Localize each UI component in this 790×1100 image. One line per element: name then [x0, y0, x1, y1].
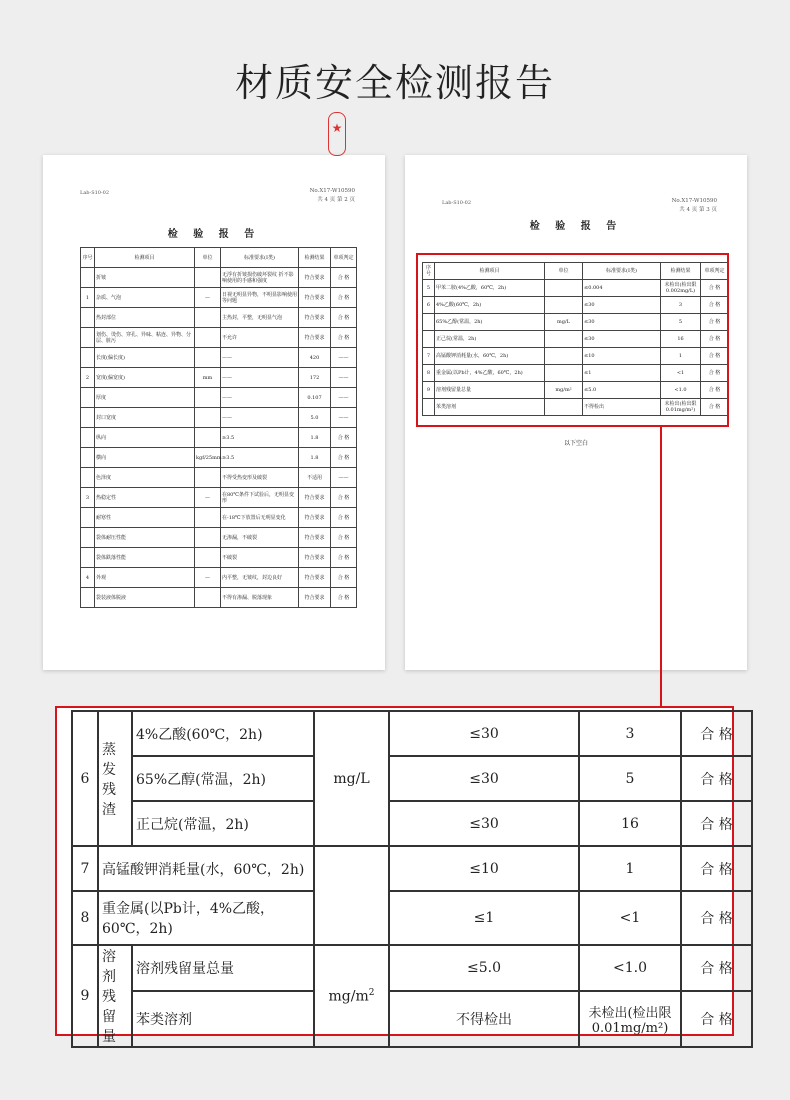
- table-cell: 6: [423, 297, 435, 314]
- column-header: 单位: [545, 263, 583, 280]
- table-cell: 不适用: [299, 468, 331, 488]
- table-cell: [195, 508, 221, 528]
- column-header: 标准要求(Ⅰ类): [583, 263, 661, 280]
- table-cell: ——: [221, 368, 299, 388]
- table-cell: 1: [81, 288, 95, 308]
- standard-value: ≤1: [389, 891, 579, 945]
- table-cell: 2: [81, 368, 95, 388]
- table-row: [81, 488, 357, 508]
- table-cell: 1.8: [299, 428, 331, 448]
- table-cell: 符合要求: [299, 548, 331, 568]
- table-cell: [195, 408, 221, 428]
- table-cell: ——: [221, 408, 299, 428]
- table-cell: 长度(偏长度): [95, 348, 195, 368]
- table-row: [81, 568, 357, 588]
- table-cell: 符合要求: [299, 528, 331, 548]
- table-cell: ——: [331, 468, 357, 488]
- table-cell: [81, 508, 95, 528]
- table-cell: 不得受热变形及破裂: [221, 468, 299, 488]
- table-cell: mg/m²: [545, 382, 583, 399]
- table-cell: 不破裂: [221, 548, 299, 568]
- item-name: 65%乙醇(常温，2h): [132, 756, 314, 801]
- table-row: [72, 991, 752, 1047]
- table-cell: [81, 328, 95, 348]
- highlight-box: [416, 253, 729, 427]
- table-cell: ≤0.004: [583, 280, 661, 297]
- table-cell: 合 格: [331, 588, 357, 608]
- inspection-table-left: [80, 247, 357, 608]
- page-title: 材质安全检测报告: [234, 61, 555, 105]
- report-title: 检 验 报 告: [529, 221, 623, 232]
- table-row: [81, 428, 357, 448]
- table-cell: ——: [331, 388, 357, 408]
- table-cell: [81, 308, 95, 328]
- column-header: 单项判定: [331, 248, 357, 268]
- table-cell: 合 格: [331, 568, 357, 588]
- table-row: [72, 945, 752, 991]
- report-number-block: [310, 187, 355, 205]
- table-cell: 合 格: [701, 399, 729, 416]
- standard-value: ≤5.0: [389, 945, 579, 991]
- table-cell: 袋体耐压性能: [95, 528, 195, 548]
- table-cell: 主热封，平整，无明显气泡: [221, 308, 299, 328]
- standard-value: ≤30: [389, 756, 579, 801]
- result-value: 5: [579, 756, 681, 801]
- standard-value: ≤30: [389, 801, 579, 846]
- column-header: 单位: [195, 248, 221, 268]
- table-cell: 符合要求: [299, 488, 331, 508]
- table-cell: 合 格: [331, 328, 357, 348]
- table-cell: 袋体跌落性能: [95, 548, 195, 568]
- table-cell: 色泽度: [95, 468, 195, 488]
- table-cell: 合 格: [331, 548, 357, 568]
- unit-text: mg/m: [328, 988, 369, 1005]
- table-cell: 符合要求: [299, 568, 331, 588]
- verdict: 合 格: [681, 945, 752, 991]
- table-cell: 合 格: [701, 365, 729, 382]
- stamp-star-icon: ★: [331, 121, 343, 135]
- verdict: 合 格: [681, 711, 752, 756]
- table-row: [81, 268, 357, 288]
- table-cell: 0.107: [299, 388, 331, 408]
- table-cell: 420: [299, 348, 331, 368]
- group-label: 溶剂残留量: [98, 945, 132, 1047]
- table-cell: [81, 548, 95, 568]
- row-number: 9: [72, 945, 98, 1047]
- column-header: 检测项目: [435, 263, 545, 280]
- item-name: 高锰酸钾消耗量(水，60℃，2h): [98, 846, 314, 891]
- table-cell: mg/L: [545, 314, 583, 331]
- table-cell: ≤30: [583, 314, 661, 331]
- unit-cell: [314, 891, 389, 945]
- item-name: 重金属(以Pb计，4%乙酸，60℃，2h): [98, 891, 314, 945]
- table-row: [81, 588, 357, 608]
- report-title: 检 验 报 告: [167, 229, 261, 240]
- table-row: [81, 288, 357, 308]
- table-row: [81, 528, 357, 548]
- table-cell: 5: [661, 314, 701, 331]
- standard-value: ≤30: [389, 711, 579, 756]
- report-number: No.X17-W10590: [309, 188, 355, 194]
- table-row: [81, 508, 357, 528]
- table-cell: ≥3.5: [221, 448, 299, 468]
- result-value: 3: [579, 711, 681, 756]
- table-cell: [195, 548, 221, 568]
- table-cell: 无渗漏，不破裂: [221, 528, 299, 548]
- table-cell: 8: [423, 365, 435, 382]
- table-cell: 合 格: [701, 314, 729, 331]
- row-number: 7: [72, 846, 98, 891]
- table-cell: [81, 428, 95, 448]
- table-cell: ——: [331, 348, 357, 368]
- table-cell: —: [195, 568, 221, 588]
- table-cell: [81, 408, 95, 428]
- table-row: [81, 328, 357, 348]
- table-cell: 袋装液体脱液: [95, 588, 195, 608]
- table-row: [81, 468, 357, 488]
- table-cell: 符合要求: [299, 268, 331, 288]
- table-cell: 符合要求: [299, 308, 331, 328]
- standard-value: 不得检出: [389, 991, 579, 1047]
- table-row: [72, 846, 752, 891]
- table-cell: 未检出(检出限0.01mg/m²): [661, 399, 701, 416]
- table-cell: 正己烷(常温，2h): [435, 331, 545, 348]
- table-cell: 甲苯二胺(4%乙酸，60℃，2h): [435, 280, 545, 297]
- table-cell: 耐寒性: [95, 508, 195, 528]
- table-cell: —: [195, 488, 221, 508]
- table-cell: 4%乙酸(60℃，2h): [435, 297, 545, 314]
- table-cell: [81, 388, 95, 408]
- table-cell: 符合要求: [299, 288, 331, 308]
- table-cell: 苯类溶剂: [435, 399, 545, 416]
- highlight-connector: [660, 427, 662, 707]
- table-cell: 内平整，无皱纹，封边良好: [221, 568, 299, 588]
- result-value: <1: [579, 891, 681, 945]
- table-cell: 合 格: [331, 448, 357, 468]
- unit-cell: [314, 846, 389, 891]
- table-cell: 16: [661, 331, 701, 348]
- table-cell: ——: [331, 368, 357, 388]
- table-cell: 不允许: [221, 328, 299, 348]
- table-cell: mm: [195, 368, 221, 388]
- table-cell: —: [195, 288, 221, 308]
- item-name: 正己烷(常温，2h): [132, 801, 314, 846]
- table-row: [81, 348, 357, 368]
- table-cell: [195, 528, 221, 548]
- table-row: [81, 408, 357, 428]
- result-value: <1.0: [579, 945, 681, 991]
- table-cell: 1.8: [299, 448, 331, 468]
- item-name: 溶剂残留量总量: [132, 945, 314, 991]
- table-cell: <1: [661, 365, 701, 382]
- zoomed-table-panel: [55, 706, 734, 1045]
- table-cell: <1.0: [661, 382, 701, 399]
- table-cell: 合 格: [331, 268, 357, 288]
- page-info: 共 4 页 第 2 页: [317, 197, 355, 203]
- table-row: [72, 891, 752, 945]
- page-info: 共 4 页 第 3 页: [679, 207, 717, 213]
- table-cell: 封口宽度: [95, 408, 195, 428]
- group-label: 蒸发残渣: [98, 711, 132, 846]
- table-cell: 3: [81, 488, 95, 508]
- table-cell: [195, 428, 221, 448]
- table-cell: 纵向: [95, 428, 195, 448]
- report-number: No.X17-W10590: [671, 198, 717, 204]
- table-cell: 合 格: [701, 382, 729, 399]
- table-cell: ≤30: [583, 297, 661, 314]
- table-row: [81, 368, 357, 388]
- table-row: [81, 448, 357, 468]
- table-cell: [81, 448, 95, 468]
- table-cell: [81, 588, 95, 608]
- item-name: 4%乙酸(60℃，2h): [132, 711, 314, 756]
- table-cell: 合 格: [701, 297, 729, 314]
- row-number: 8: [72, 891, 98, 945]
- column-header: 序号: [81, 248, 95, 268]
- table-cell: [195, 468, 221, 488]
- column-header: 单项判定: [701, 263, 729, 280]
- lab-code: Lab-S10-02: [80, 190, 110, 196]
- table-cell: 不得检出: [583, 399, 661, 416]
- table-cell: ≤5.0: [583, 382, 661, 399]
- table-row: [81, 388, 357, 408]
- table-cell: 合 格: [701, 331, 729, 348]
- table-cell: 在-18℃下放置后无明显变化: [221, 508, 299, 528]
- table-cell: 高锰酸钾消耗量(水，60℃，2h): [435, 348, 545, 365]
- table-cell: [81, 268, 95, 288]
- table-row: [72, 756, 752, 801]
- table-cell: ——: [221, 348, 299, 368]
- table-cell: 热稳定性: [95, 488, 195, 508]
- table-cell: 外观: [95, 568, 195, 588]
- table-cell: 合 格: [331, 308, 357, 328]
- result-value: 未检出(检出限0.01mg/m²): [579, 991, 681, 1047]
- table-header-row: [81, 248, 357, 268]
- table-cell: ≥3.5: [221, 428, 299, 448]
- table-cell: 厚度: [95, 388, 195, 408]
- report-page-2: [43, 155, 385, 670]
- table-cell: 合 格: [331, 288, 357, 308]
- column-header: 检测结果: [661, 263, 701, 280]
- table-cell: 杂质、气泡: [95, 288, 195, 308]
- item-name: 苯类溶剂: [132, 991, 314, 1047]
- table-row: [72, 711, 752, 756]
- column-header: 检测项目: [95, 248, 195, 268]
- verdict: 合 格: [681, 891, 752, 945]
- table-cell: 5.0: [299, 408, 331, 428]
- table-cell: ——: [221, 388, 299, 408]
- table-row: [81, 548, 357, 568]
- table-row: [72, 801, 752, 846]
- table-cell: 4: [81, 568, 95, 588]
- table-cell: 合 格: [331, 488, 357, 508]
- verdict: 合 格: [681, 801, 752, 846]
- table-cell: 1: [661, 348, 701, 365]
- table-cell: 5: [423, 280, 435, 297]
- official-stamp: [328, 112, 346, 156]
- table-cell: [81, 468, 95, 488]
- lab-code: Lab-S10-02: [442, 200, 472, 206]
- table-cell: [195, 388, 221, 408]
- table-cell: 折皱: [95, 268, 195, 288]
- result-value: 1: [579, 846, 681, 891]
- table-cell: [195, 308, 221, 328]
- report-number-block: [672, 197, 717, 215]
- table-cell: [195, 348, 221, 368]
- table-cell: 日视无明显异物，不明显影响使用等问题: [221, 288, 299, 308]
- table-cell: 65%乙醇(常温，2h): [435, 314, 545, 331]
- table-cell: 宽度(偏宽度): [95, 368, 195, 388]
- column-header: 检测结果: [299, 248, 331, 268]
- unit-cell: mg/L: [314, 711, 389, 846]
- unit-cell: [314, 945, 389, 1047]
- table-cell: 热封部位: [95, 308, 195, 328]
- table-cell: 在80℃条件下试验后，无明显变形: [221, 488, 299, 508]
- table-cell: 重金属(以Pb计，4%乙酸，60℃，2h): [435, 365, 545, 382]
- column-header: 序号: [423, 263, 435, 280]
- table-cell: 9: [423, 382, 435, 399]
- table-cell: 符合要求: [299, 328, 331, 348]
- table-cell: 符合要求: [299, 588, 331, 608]
- table-cell: 合 格: [331, 428, 357, 448]
- result-value: 16: [579, 801, 681, 846]
- table-cell: ≤10: [583, 348, 661, 365]
- table-cell: 合 格: [331, 528, 357, 548]
- table-cell: ≤1: [583, 365, 661, 382]
- table-cell: ——: [331, 408, 357, 428]
- table-cell: 172: [299, 368, 331, 388]
- zoomed-table: [71, 710, 753, 1048]
- table-cell: [81, 528, 95, 548]
- table-cell: ≤30: [583, 331, 661, 348]
- table-cell: [195, 588, 221, 608]
- table-cell: 合 格: [331, 508, 357, 528]
- verdict: 合 格: [681, 756, 752, 801]
- verdict: 合 格: [681, 846, 752, 891]
- table-cell: 划伤、烫伤、穿孔、异味、粘连、异物、分层、脏污: [95, 328, 195, 348]
- table-cell: [195, 268, 221, 288]
- verdict: 合 格: [681, 991, 752, 1047]
- table-cell: 横向: [95, 448, 195, 468]
- table-cell: 未检出(检出限0.002mg/L): [661, 280, 701, 297]
- table-cell: 7: [423, 348, 435, 365]
- table-cell: 3: [661, 297, 701, 314]
- table-row: [81, 308, 357, 328]
- blank-note: 以下空白: [563, 440, 588, 447]
- table-cell: [195, 328, 221, 348]
- row-number: 6: [72, 711, 98, 846]
- table-cell: 合 格: [701, 348, 729, 365]
- table-cell: 无浮有折皱损伤破坏裂纹 折不影响使用的手感和强度: [221, 268, 299, 288]
- table-cell: 符合要求: [299, 508, 331, 528]
- table-cell: kgf/25mm: [195, 448, 221, 468]
- unit-superscript: 2: [368, 987, 375, 998]
- table-cell: 溶剂残留量总量: [435, 382, 545, 399]
- table-cell: 合 格: [701, 280, 729, 297]
- table-cell: 不得有渗漏、脱落现象: [221, 588, 299, 608]
- standard-value: ≤10: [389, 846, 579, 891]
- column-header: 标准要求(Ⅰ类): [221, 248, 299, 268]
- table-cell: [81, 348, 95, 368]
